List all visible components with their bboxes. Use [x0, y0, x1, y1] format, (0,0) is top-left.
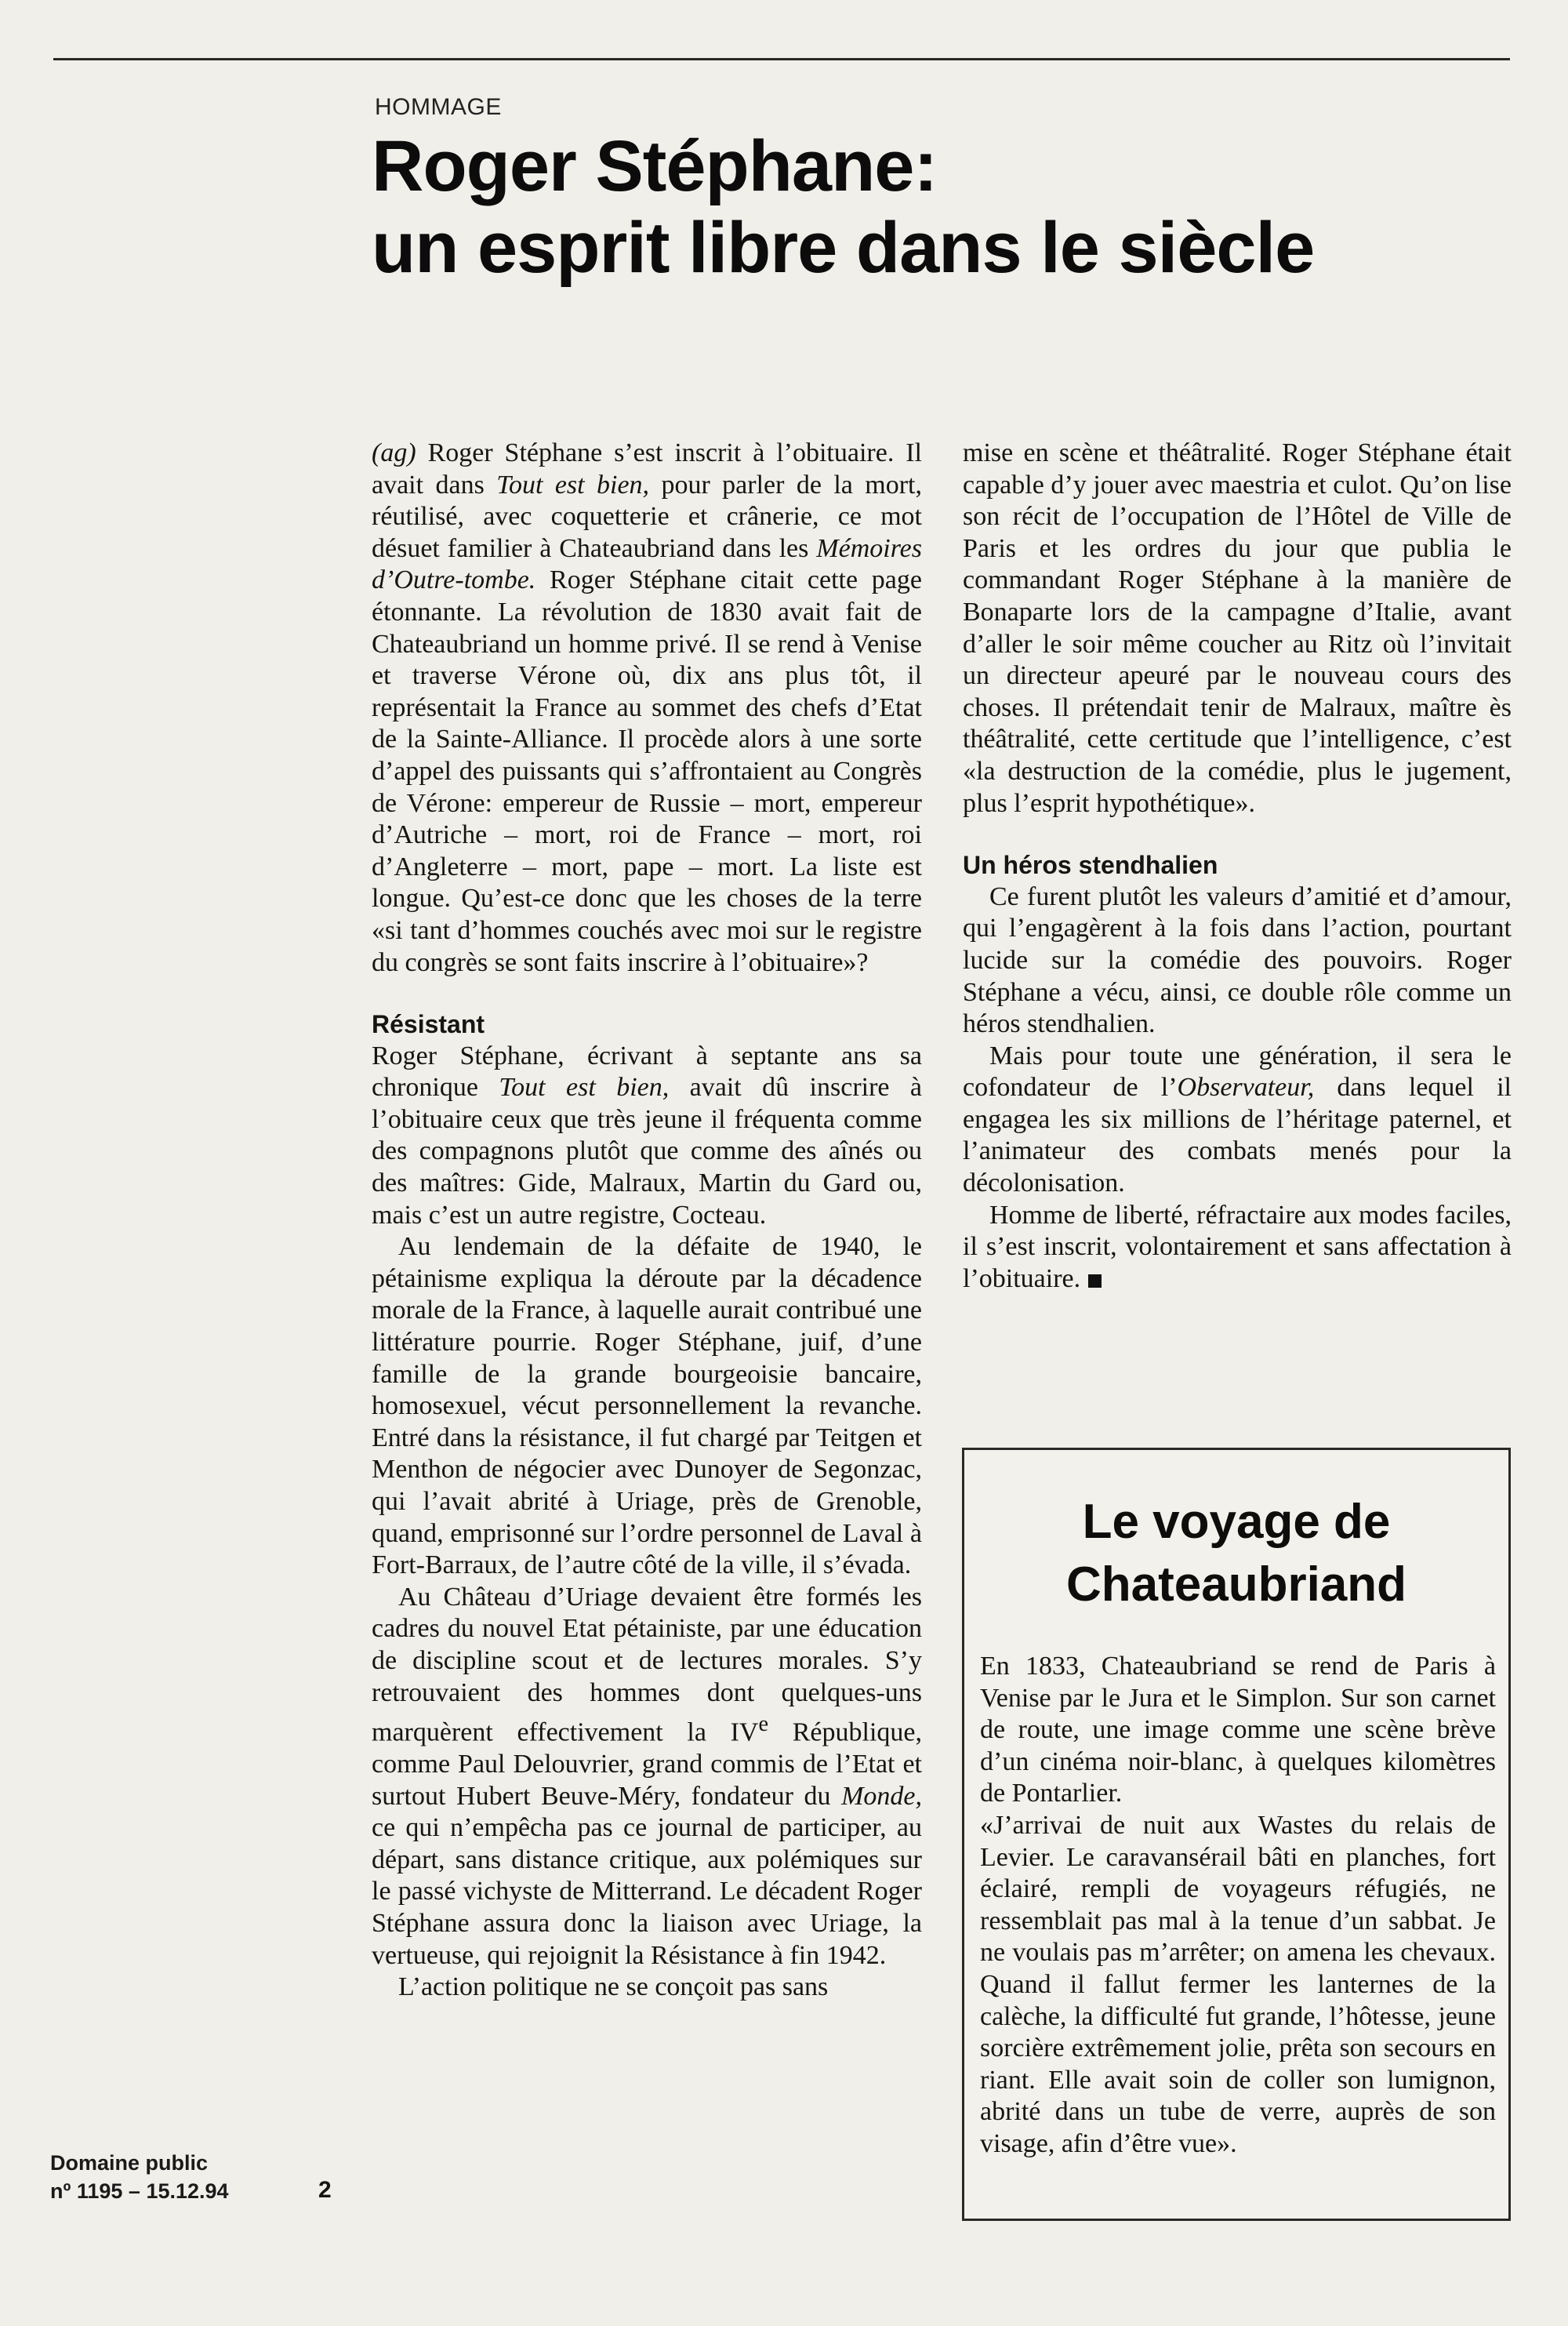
book-title: Mémoires d’Outre-tombe. [372, 533, 922, 595]
headline-line-2: un esprit libre dans le siècle [372, 208, 1315, 288]
book-title: Tout est bien, [496, 470, 650, 500]
publication-name: Domaine public [50, 2151, 209, 2175]
sidebar-body [980, 1651, 1496, 2161]
headline [372, 125, 1391, 289]
book-title: Tout est bien, [499, 1073, 670, 1103]
subheading-resistant: Résistant [372, 1010, 485, 1039]
intro-paragraph: (ag) Roger Stéphane s’est inscrit à l’obituaire. Il avait dans Tout est bien, pour parler de la mort, réutilisé, avec coquetterie et crânerie, ce mot désuet familier à Chateaubriand dans les Mémoires d’Outre-tombe. Roger Stéphane citait cette page étonnante. La révolution de 1830 avait fait de Chateaubriand un homme privé. Il se rend à Venise et traverse Vérone où, dix ans plus tôt, il représentait la France au sommet des chefs d’Etat de la Sainte-Alliance. Il procède alors à une sorte d’appel des puissants qui s’affrontaient au Congrès de Vérone: empereur de Russie – mort, empereur d’Autriche – mort, roi de France – mort, roi d’Angleterre – mort, pape – mort. La liste est longue. Qu’est-ce donc que les choses de la terre «si tant d’hommes couchés avec moi sur le registre du congrès se sont faits inscrire à l’obituaire»? [372, 438, 922, 977]
paragraph: Mais pour toute une génération, il sera le cofondateur de l’Observateur, dans lequel il engagea les six millions de l’héritage paternel, et l’animateur des combats menés pour la décolonisation. [963, 1041, 1512, 1198]
newspaper-title: Monde, [841, 1781, 922, 1811]
end-of-article-mark [1088, 1274, 1102, 1288]
paragraph: L’action politique ne se conçoit pas sans [398, 1972, 829, 2002]
paragraph: mise en scène et théâtralité. Roger Stéphane était capable d’y jouer avec maestria et culot. Qu’on lise son récit de l’occupation de l’Hôtel de Ville de Paris et les ordres du jour que publia le commandant Roger Stéphane à la manière de Bonaparte lors de la campagne d’Italie, avant d’aller le soir même coucher au Ritz où l’invitait un directeur apeuré par le nouveau cours des choses. Il prétendait tenir de Malraux, maître ès théâtralité, cette certitude que l’intelligence, c’est «la destruction de la comédie, plus le jugement, plus l’esprit hypothétique». [963, 438, 1512, 818]
sidebar-quote: «J’arrivai de nuit aux Wastes du relais de Levier. Le caravansérail bâti en planches, fort éclairé, rempli de voyageurs réfugiés, ne ressemblait pas mal à la tenue d’un sabbat. Je ne voulais pas m’arrêter; on amena les chevaux. Quand il fallut fermer les lanternes de la calèche, la difficulté fut grande, l’hôtesse, jeune sorcière extrêmement jolie, prêta son secours en riant. Elle avait soin de coller son lumignon, abrité dans un tube de verre, auprès de son visage, afin d’être vue». [980, 1810, 1496, 2158]
author-initials: (ag) [372, 438, 416, 467]
paragraph: Homme de liberté, réfractaire aux modes faciles, il s’est inscrit, volontairement et sans affectation à l’obituaire. [963, 1200, 1512, 1293]
paragraph: Roger Stéphane, écrivant à septante ans sa chronique Tout est bien, avait dû inscrire à l’obituaire ceux que très jeune il fréquenta comme des compagnons plutôt que comme des aînés ou des maîtres: Gide, Malraux, Martin du Gard ou, mais c’est un autre registre, Cocteau. [372, 1041, 923, 1230]
newspaper-title: Observateur, [1177, 1073, 1315, 1103]
paragraph: Au lendemain de la défaite de 1940, le pétainisme expliqua la déroute par la décadence morale de la France, à laquelle aurait contribué une littérature pourrie. Roger Stéphane, juif, d’une famille de la grande bourgeoisie bancaire, homosexuel, vécut personnellement la revanche. Entré dans la résistance, il fut chargé par Teitgen et Menthon de négocier avec Dunoyer de Segonzac, qui l’avait abrité à Uriage, près de Grenoble, quand, emprisonné sur l’ordre personnel de Laval à Fort-Barraux, de l’autre côté de la ville, il s’évada. [372, 1232, 922, 1580]
page-number: 2 [318, 2177, 332, 2203]
sidebar-paragraph: En 1833, Chateaubriand se rend de Paris à Venise par le Jura et le Simplon. Sur son carnet de route, une image comme une scène brève d’un cinéma noir-blanc, à quelques kilomètres de Pontarlier. [980, 1652, 1496, 1808]
article-column-left [372, 438, 922, 2004]
article-column-right [963, 438, 1512, 1295]
headline-line-1: Roger Stéphane: [372, 126, 938, 206]
publication-info [50, 2149, 229, 2205]
section-kicker: HOMMAGE [375, 94, 502, 120]
issue-number: nº 1195 – 15.12.94 [50, 2179, 229, 2203]
sidebar-title: Le voyage de Chateaubriand [1065, 1495, 1407, 1612]
sidebar-box [962, 1448, 1511, 2221]
paragraph: Ce furent plutôt les valeurs d’amitié et d’amour, qui l’engagèrent à la fois dans l’action, pourtant lucide sur la comédie des pouvoirs. Roger Stéphane a vécu, ainsi, ce double rôle comme un héros stendhalien. [963, 881, 1512, 1039]
paragraph: Au Château d’Uriage devaient être formés les cadres du nouvel Etat pétainiste, par une éducation de discipline scout et de lectures morales. S’y retrouvaient des hommes dont quelques-uns marquèrent effectivement la IVe République, comme Paul Delouvrier, grand commis de l’Etat et surtout Hubert Beuve-Méry, fondateur du Monde, ce qui n’empêcha pas ce journal de participer, au départ, sans distance critique, aux polémiques sur le passé vichyste de Mitterrand. Le décadent Roger Stéphane assura donc la liaison avec Uriage, la vertueuse, qui rejoignit la Résistance à fin 1942. [372, 1582, 922, 1970]
top-rule [53, 58, 1510, 60]
subheading-heros-stendhalien: Un héros stendhalien [963, 851, 1218, 880]
